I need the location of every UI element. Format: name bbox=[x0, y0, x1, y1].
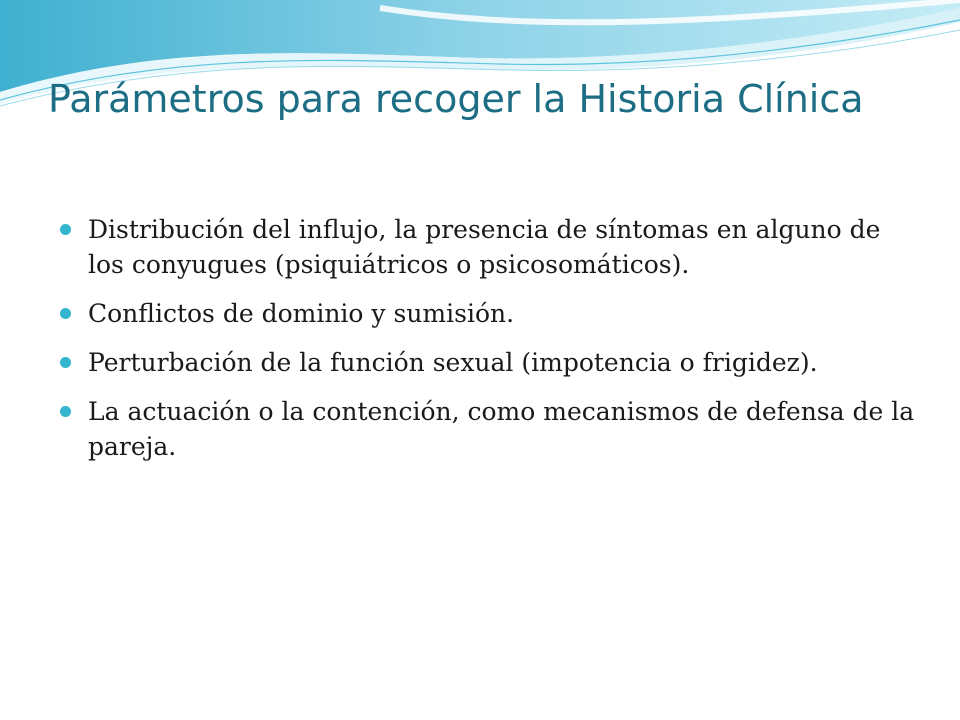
bullet-dot-icon bbox=[60, 224, 71, 235]
bullet-item bbox=[60, 394, 920, 464]
bullet-text: Conflictos de dominio y sumisión. bbox=[88, 299, 515, 328]
bullet-text: La actuación o la contención, como mecanismos de defensa de la pareja. bbox=[88, 397, 915, 461]
bullet-item bbox=[60, 212, 920, 282]
bullet-dot-icon bbox=[60, 406, 71, 417]
bullet-text: Perturbación de la función sexual (impotencia o frigidez). bbox=[88, 348, 818, 377]
bullet-text: Distribución del influjo, la presencia de síntomas en alguno de los conyugues (psiquiátricos o psicosomáticos). bbox=[88, 215, 881, 279]
bullet-item bbox=[60, 296, 920, 331]
bullet-dot-icon bbox=[60, 308, 71, 319]
bullet-dot-icon bbox=[60, 357, 71, 368]
bullet-item bbox=[60, 345, 920, 380]
slide-title: Parámetros para recoger la Historia Clínica bbox=[48, 77, 864, 121]
bullet-list bbox=[60, 212, 920, 478]
